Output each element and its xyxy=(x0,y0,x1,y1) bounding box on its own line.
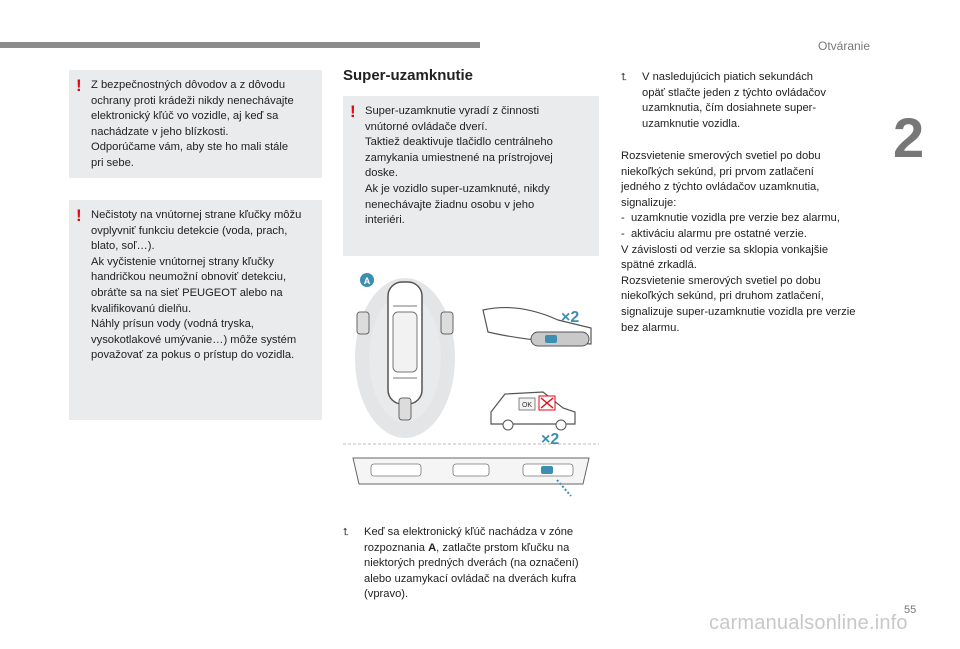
watermark: carmanualsonline.info xyxy=(709,612,908,634)
text-line: interiéri. xyxy=(365,214,405,227)
text-line: Keď sa elektronický kľúč nachádza v zóne xyxy=(364,526,574,538)
text-fragment: rozpoznania xyxy=(364,541,429,554)
warning-box-key-safety xyxy=(69,70,322,178)
text-line: Ak je vozidlo super-uzamknuté, nikdy xyxy=(365,182,550,195)
text-line: opäť stlačte jeden z týchto ovládačov xyxy=(642,86,826,99)
press-count-label: ×2 xyxy=(561,309,580,326)
text-line: obráťte sa na sieť PEUGEOT alebo na xyxy=(91,286,283,299)
section-heading: Super-uzamknutie xyxy=(343,67,474,84)
door-handle xyxy=(531,332,589,346)
text-line: Nečistoty na vnútornej strane kľučky môžu xyxy=(91,209,302,221)
arrow-bullet-icon: ⮤ xyxy=(343,527,349,538)
text-line: Rozsvietenie smerových svetiel po dobu xyxy=(621,150,821,162)
text-line: uzamknutia, čím dosiahnete super- xyxy=(642,102,817,115)
text-line: V závislosti od verzie sa sklopia vonkajšie xyxy=(621,243,829,256)
text-line: signalizuje: xyxy=(621,196,677,209)
text-line: alebo uzamykací ovládač na dverách kufra xyxy=(364,572,577,585)
tailgate-lamp xyxy=(371,464,421,476)
text-line: Z bezpečnostných dôvodov a z dôvodu xyxy=(91,79,286,91)
signalling-paragraph xyxy=(621,149,886,336)
warning-box-super-lock xyxy=(343,96,599,256)
press-count-label: ×2 xyxy=(541,431,560,448)
text-line: vysokotlakové umývanie…) môže systém xyxy=(91,333,297,346)
dash-list-item: - uzamknutie vozidla pre verzie bez alarmu, xyxy=(621,212,840,225)
text-line: elektronický kľúč vo vozidle, aj keď sa xyxy=(91,110,279,123)
key-fob-icon xyxy=(399,398,411,420)
page-number: 55 xyxy=(904,604,917,616)
text-line: niektorých predných dverách (na označení) xyxy=(364,557,579,570)
arrow-bullet-icon: ⮤ xyxy=(621,72,627,83)
text-line: (vpravo). xyxy=(364,588,409,601)
chapter-number: 2 xyxy=(893,106,925,169)
text-line: nachádzate v jeho blízkosti. xyxy=(91,125,229,138)
text-line: pri sebe. xyxy=(91,156,134,169)
text-line: blato, soľ…). xyxy=(91,240,155,253)
text-line: signalizuje super-uzamknutie vozidla pre verzie xyxy=(621,305,856,318)
text-line: Rozsvietenie smerových svetiel po dobu xyxy=(621,274,821,287)
text-line xyxy=(364,541,599,557)
car-roof xyxy=(393,312,417,372)
section-title: Otváranie xyxy=(818,39,871,53)
ok-label: OK xyxy=(521,402,533,409)
text-line: kvalifikovanú dielňu. xyxy=(91,302,192,315)
text-fragment: , zatlačte prstom kľučku na xyxy=(436,541,570,554)
text-line: jedného z týchto ovládačov uzamknutia, xyxy=(621,181,820,194)
text-line: handričkou neumožní obnoviť detekciu, xyxy=(91,271,287,284)
text-line: Taktiež deaktivuje tlačidlo centrálneho xyxy=(365,136,553,149)
header-bar xyxy=(0,42,480,48)
lock-zone-marker xyxy=(545,335,557,343)
text-line: V nasledujúcich piatich sekundách xyxy=(642,71,814,83)
text-line: zamykania umiestnené na prístrojovej xyxy=(365,151,553,164)
warning-box-handle-dirt xyxy=(69,200,322,420)
text-line: niekoľkých sekúnd, pri prvom zatlačení xyxy=(621,165,814,178)
warning-icon: ! xyxy=(350,102,356,121)
text-line: doske. xyxy=(365,167,398,180)
text-line: Super-uzamknutie vyradí z činnosti xyxy=(365,105,540,117)
tailgate-lock-button xyxy=(541,466,553,474)
text-line: ovplyvniť funkciu detekcie (voda, prach, xyxy=(91,224,288,237)
text-line: niekoľkých sekúnd, pri druhom zatlačení, xyxy=(621,290,824,303)
text-line: považovať za pokus o prístup do vozidla. xyxy=(91,349,295,362)
instruction-item xyxy=(343,525,599,603)
text-line: vnútorné ovládače dverí. xyxy=(365,120,488,133)
text-line: Náhly prísun vody (vodná tryska, xyxy=(91,318,254,331)
wheel xyxy=(503,420,513,430)
text-line: nenechávajte žiadnu osobu v jeho xyxy=(365,198,535,211)
text-line: Odporúčame vám, aby ste ho mali stále xyxy=(91,141,289,154)
text-line: spätné zrkadlá. xyxy=(621,259,697,272)
zone-reference: A xyxy=(428,541,437,554)
instruction-item xyxy=(621,70,881,132)
key-fob-icon xyxy=(441,312,453,334)
key-fob-icon xyxy=(357,312,369,334)
text-line: bez alarmu. xyxy=(621,321,680,334)
zone-label: A xyxy=(363,276,371,286)
super-lock-illustration xyxy=(343,262,599,518)
dash-list-item: - aktiváciu alarmu pre ostatné verzie. xyxy=(621,227,807,240)
text-line: uzamknutie vozidla. xyxy=(642,117,741,130)
text-line: Ak vyčistenie vnútornej strany kľučky xyxy=(91,255,274,268)
wheel xyxy=(556,420,566,430)
warning-icon: ! xyxy=(76,206,82,225)
number-plate-area xyxy=(453,464,489,476)
warning-icon: ! xyxy=(76,76,82,95)
text-line: ochrany proti krádeži nikdy nenechávajte xyxy=(91,94,294,107)
